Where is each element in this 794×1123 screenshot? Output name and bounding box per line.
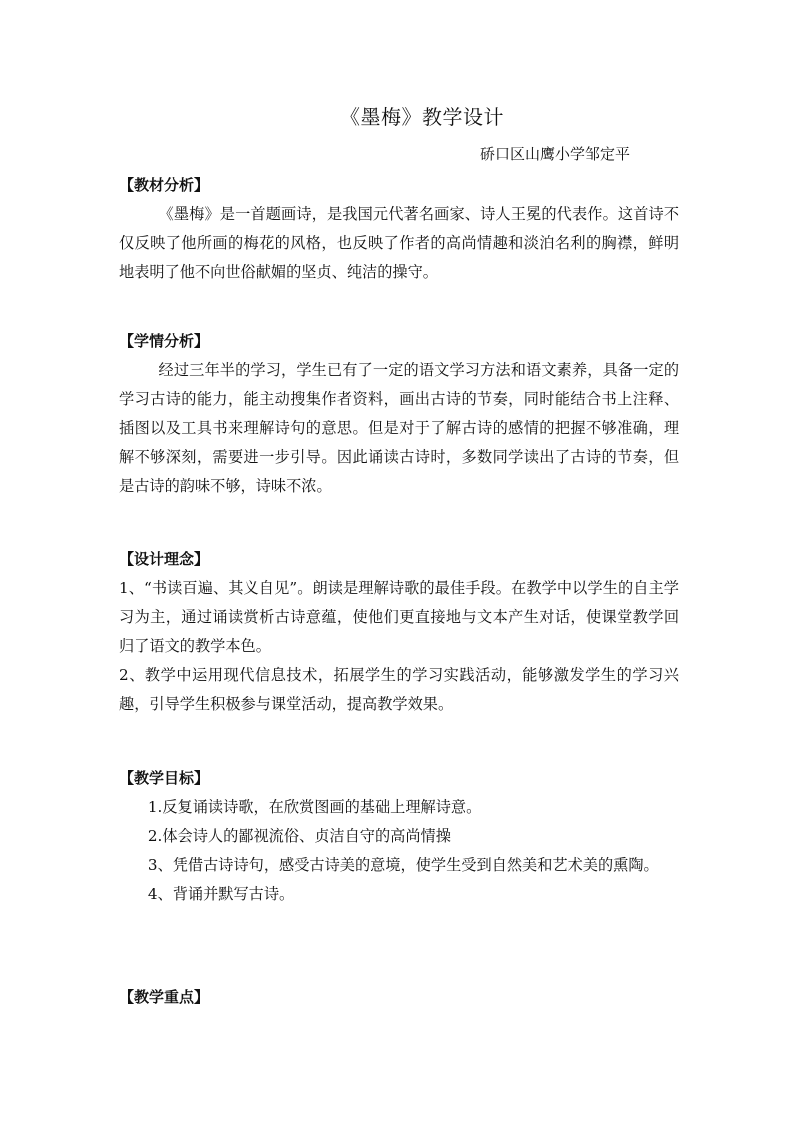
section-student-analysis [119,330,679,501]
section-design-concept [119,548,679,719]
section-material-analysis [119,174,679,287]
section-teaching-key-points [119,986,679,1008]
goal-item: 3、凭借古诗诗句，感受古诗美的意境，使学生受到自然美和艺术美的熏陶。 [147,856,659,874]
concept-item: 2、教学中运用现代信息技术，拓展学生的学习实践活动，能够激发学生的学习兴趣，引导学生积极参与课堂活动，提高教学效果。 [119,666,679,713]
concept-item: 1、“书读百遍、其义自见”。朗读是理解诗歌的最佳手段。在教学中以学生的自主学习为主，通过诵读赏析古诗意蕴，使他们更直接地与文本产生对话，使课堂教学回归了语文的教学本色。 [119,579,679,655]
document-title: 《墨梅》教学设计 [340,105,504,129]
goal-item: 4、背诵并默写古诗。 [147,885,295,903]
section-heading: 【设计理念】 [119,550,210,568]
section-heading: 【教学目标】 [119,769,210,787]
section-teaching-goals [119,767,679,909]
section-heading: 【学情分析】 [119,332,210,350]
goal-item: 1.反复诵读诗歌，在欣赏图画的基础上理解诗意。 [147,798,482,816]
goal-item: 2.体会诗人的鄙视流俗、贞洁自守的高尚情操 [147,827,451,845]
section-heading: 【教学重点】 [119,988,210,1006]
section-paragraph: 《墨梅》是一首题画诗，是我国元代著名画家、诗人王冕的代表作。这首诗不仅反映了他所画的梅花的风格，也反映了作者的高尚情趣和淡泊名利的胸襟，鲜明地表明了他不向世俗献媚的坚贞、纯洁的操守。 [119,205,679,281]
document-author: 硚口区山鹰小学邹定平 [480,145,631,163]
section-paragraph: 经过三年半的学习，学生已有了一定的语文学习方法和语文素养，具备一定的学习古诗的能力，能主动搜集作者资料，画出古诗的节奏，同时能结合书上注释、插图以及工具书来理解诗句的意思。但是对于了解古诗的感情的把握不够准确，理解不够深刻，需要进一步引导。因此诵读古诗时，多数同学读出了古诗的节奏，但是古诗的韵味不够，诗味不浓。 [119,361,679,495]
section-heading: 【教材分析】 [119,176,210,194]
